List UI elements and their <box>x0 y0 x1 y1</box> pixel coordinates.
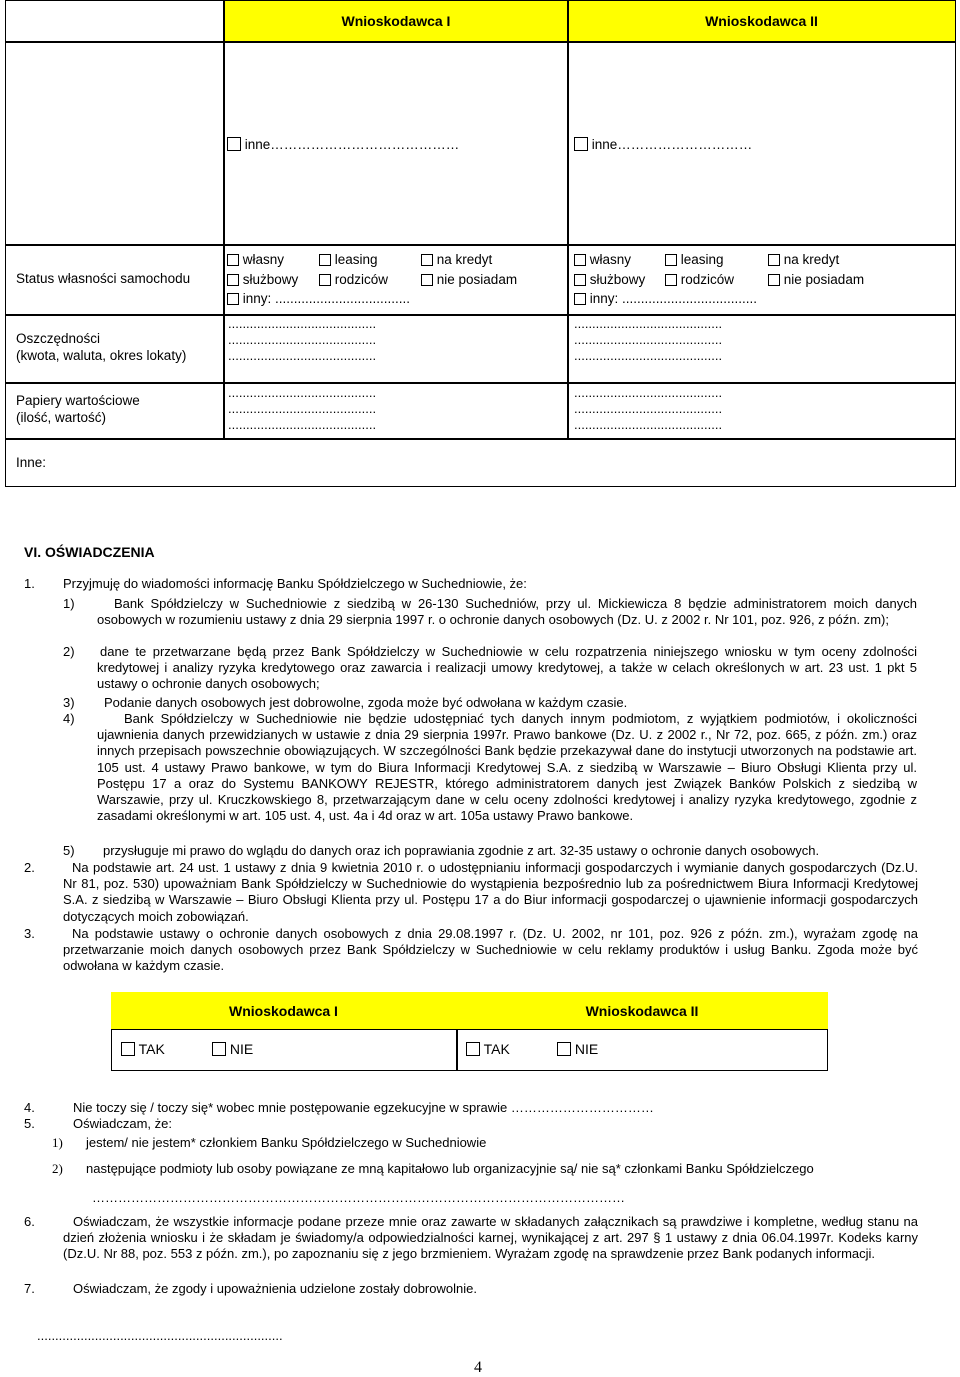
item-3-text: Na podstawie ustawy o ochronie danych osobowych z dnia 29.08.1997 r. (Dz. U. 2002, nr 101, poz. 926 z późn. zm.), wyrażam zgodę na przetwarzanie moich danych osobowych przez Bank Spółdzielczy w Suchedniowie w celu reklamy produktów i usług Banku. Zgoda może być odwołana w każdym czasie. <box>63 926 918 974</box>
consent-no-1[interactable]: NIE <box>212 1041 253 1057</box>
checkbox-icon[interactable] <box>557 1042 571 1056</box>
checkbox-icon[interactable] <box>574 274 586 286</box>
item-5-dots[interactable]: …………………………………………………………………………………………………………… <box>92 1190 625 1205</box>
item-1-2-number: 2) <box>63 644 75 659</box>
checkbox-icon[interactable] <box>227 293 239 305</box>
item-5-text: Oświadczam, że: <box>73 1116 172 1131</box>
item-5-1-number: 1) <box>52 1135 63 1150</box>
checkbox-icon[interactable] <box>227 137 241 151</box>
consent-yes-1[interactable]: TAK <box>121 1041 165 1057</box>
item-1-4-number: 4) <box>63 711 75 726</box>
car-leasing-2[interactable]: leasing <box>665 252 724 267</box>
car-company-2[interactable]: służbowy <box>574 272 645 287</box>
item-1-1-text: Bank Spółdzielczy w Suchedniowie z siedzibą w 26-130 Suchedniów, przy ul. Mickiewicza 8 będzie administratorem moich danych osobowych w rozumieniu ustawy z dnia 29 sierpnia 1997 r. o ochronie danych osobowych (Dz. U. z 2002 r. Nr 101, poz. 926, z późn. zm); <box>97 596 917 628</box>
car-leasing-1[interactable]: leasing <box>319 252 378 267</box>
item-5-number: 5. <box>24 1116 35 1131</box>
top-table <box>5 0 956 487</box>
other-option-1[interactable]: inne…………………………………… <box>227 137 459 152</box>
checkbox-icon[interactable] <box>227 254 239 266</box>
car-status-label: Status własności samochodu <box>16 271 191 286</box>
securities-field-2[interactable]: ......................................... ......................................... ......................................... <box>574 385 723 432</box>
item-4-text: Nie toczy się / toczy się* wobec mnie postępowanie egzekucyjne w sprawie …………………………… <box>73 1100 654 1115</box>
divider <box>6 314 955 316</box>
savings-field-2[interactable]: ......................................... ......................................... ......................................... <box>574 316 723 363</box>
checkbox-icon[interactable] <box>319 274 331 286</box>
consent-header-1: Wnioskodawca I <box>111 992 456 1029</box>
securities-field-1[interactable]: ......................................... ......................................... ......................................... <box>228 385 377 432</box>
checkbox-icon[interactable] <box>665 254 677 266</box>
item-1-3-number: 3) <box>63 695 75 710</box>
section-title: VI. OŚWIADCZENIA <box>24 544 155 560</box>
item-6-text: Oświadczam, że wszystkie informacje podane przeze mnie oraz zawarte w składanych załącznikach są prawdziwe i kompletne, według stanu na dzień złożenia wniosku i że składam je świadomy/a odpowiedzialności karnej, wynikającej z art. 297 § 1 ustawy z dnia 06.04.1997r. Kodeks karny (Dz.U. Nr 88, poz. 553 z późn. zm.), po zapoznaniu się z jego brzmieniem. Wyrażam zgodę na sprawdzenie przez Bank podanych informacji. <box>63 1214 918 1262</box>
checkbox-icon[interactable] <box>466 1042 480 1056</box>
item-1-2-text: dane te przetwarzane będą przez Bank Spółdzielczy w Suchedniowie w celu rozpatrzenia niniejszego wniosku w tym oceny zdolności kredytowej i analizy ryzyka kredytowego oraz zawarcia i realizacji umowy kredytowej, a także w celach określonych w art. 23 ust. 1 pkt 5 ustawy o ochronie danych osobowych; <box>97 644 917 692</box>
item-2-number: 2. <box>24 860 35 875</box>
savings-label: Oszczędności (kwota, waluta, okres lokaty) <box>16 331 187 363</box>
consent-yes-2[interactable]: TAK <box>466 1041 510 1057</box>
securities-label: Papiery wartościowe (ilość, wartość) <box>16 393 140 425</box>
item-1-5-number: 5) <box>63 843 75 858</box>
divider <box>6 244 955 246</box>
divider <box>456 1029 458 1071</box>
checkbox-icon[interactable] <box>768 254 780 266</box>
header-applicant-2: Wnioskodawca II <box>568 1 955 41</box>
checkbox-icon[interactable] <box>421 274 433 286</box>
item-7-text: Oświadczam, że zgody i upoważnienia udzielone zostały dobrowolnie. <box>73 1281 477 1296</box>
car-parents-1[interactable]: rodziców <box>319 272 388 287</box>
checkbox-icon[interactable] <box>121 1042 135 1056</box>
item-6-number: 6. <box>24 1214 35 1229</box>
checkbox-icon[interactable] <box>227 274 239 286</box>
item-1-3-text: Podanie danych osobowych jest dobrowolne, zgoda może być odwołana w każdym czasie. <box>104 695 628 710</box>
page-number: 4 <box>474 1359 482 1376</box>
consent-header-2: Wnioskodawca II <box>456 992 828 1029</box>
car-own-1[interactable]: własny <box>227 252 284 267</box>
car-other-2[interactable]: inny: .................................... <box>574 291 757 306</box>
item-7-number: 7. <box>24 1281 35 1296</box>
item-1-number: 1. <box>24 576 35 591</box>
checkbox-icon[interactable] <box>768 274 780 286</box>
item-5-2-text: następujące podmioty lub osoby powiązane ze mną kapitałowo lub organizacyjnie są/ nie są* członkami Banku Spółdzielczego <box>86 1161 814 1176</box>
car-other-1[interactable]: inny: .................................... <box>227 291 410 306</box>
car-parents-2[interactable]: rodziców <box>665 272 734 287</box>
item-2-text: Na podstawie art. 24 ust. 1 ustawy z dnia 9 kwietnia 2010 r. o udostępnianiu informacji gospodarczych i wymianie danych gospodarczych (Dz.U. Nr 81, poz. 530) upoważniam Bank Spółdzielczy w Suchedniowie do wystąpienia bezpośrednio lub za pośrednictwem Biura Informacji Kredytowej S.A. z siedzibą w Warszawie – Biuro Obsługi Klienta przy ul. Postępu 17 a do Biur informacji gospodarczej o ujawnienie informacji gospodarczych dotyczących moich zobowiązań. <box>63 860 918 924</box>
checkbox-icon[interactable] <box>421 254 433 266</box>
item-1-5-text: przysługuje mi prawo do wglądu do danych oraz ich poprawiania zgodnie z art. 32-35 ustawy o ochronie danych osobowych. <box>103 843 820 858</box>
item-4-number: 4. <box>24 1100 35 1115</box>
car-credit-1[interactable]: na kredyt <box>421 252 492 267</box>
car-none-1[interactable]: nie posiadam <box>421 272 517 287</box>
checkbox-icon[interactable] <box>319 254 331 266</box>
car-own-2[interactable]: własny <box>574 252 631 267</box>
item-5-2-number: 2) <box>52 1161 63 1176</box>
header-applicant-1: Wnioskodawca I <box>224 1 568 41</box>
car-none-2[interactable]: nie posiadam <box>768 272 864 287</box>
car-credit-2[interactable]: na kredyt <box>768 252 839 267</box>
divider <box>6 41 955 43</box>
item-1-4-text: Bank Spółdzielczy w Suchedniowie nie będzie udostępniać tych danych innym podmiotom, z wyjątkiem podmiotów, i okoliczności ujawnienia danych przewidzianych w ustawie z dnia 29 sierpnia 1997r. Prawo bankowe (Dz. U. z 2002 r., Nr 72, poz. 665, z późn. zm.) oraz innych przepisach powszechnie obowiązujących. W szczególności Bank będzie przekazywał dane do instytucji utworzonych na podstawie art. 105 ust. 4 ustawy Prawo bankowe, w tym do Biura Informacji Kredytowej S.A. z siedzibą w Warszawie – Biuro Obsługi Klienta przy ul. Postępu 17 a oraz do Systemu BANKOWY REJESTR, którego administratorem danych jest Związek Banków Polskich z siedzibą w Warszawie, przy ul. Kruczkowskiego 8, przetwarzającym dane w celu oceny zdolności kredytowej i analizy ryzyka kredytowego, zgodnie z zasadami określonymi w art. 105 ust. 4, ust. 4a i 4d oraz w art. 105a ustawy Prawo bankowe. <box>97 711 917 824</box>
item-1-1-number: 1) <box>63 596 75 611</box>
checkbox-icon[interactable] <box>574 254 586 266</box>
divider <box>6 382 955 384</box>
savings-field-1[interactable]: ......................................... ......................................... ......................................... <box>228 316 377 363</box>
other-label: Inne: <box>16 455 47 470</box>
item-3-number: 3. <box>24 926 35 941</box>
item-5-1-text: jestem/ nie jestem* członkiem Banku Spółdzielczego w Suchedniowie <box>86 1135 487 1150</box>
car-company-1[interactable]: służbowy <box>227 272 298 287</box>
divider <box>567 1 569 439</box>
item-1-text: Przyjmuję do wiadomości informację Banku Spółdzielczego w Suchedniowie, że: <box>63 576 527 591</box>
checkbox-icon[interactable] <box>665 274 677 286</box>
checkbox-icon[interactable] <box>574 137 588 151</box>
checkbox-icon[interactable] <box>212 1042 226 1056</box>
consent-no-2[interactable]: NIE <box>557 1041 598 1057</box>
checkbox-icon[interactable] <box>574 293 586 305</box>
consent-table <box>111 992 828 1071</box>
signature-line[interactable]: .................................................................... <box>37 1328 283 1343</box>
divider <box>6 438 955 440</box>
divider <box>223 1 225 439</box>
other-option-2[interactable]: inne………………………… <box>574 137 752 152</box>
